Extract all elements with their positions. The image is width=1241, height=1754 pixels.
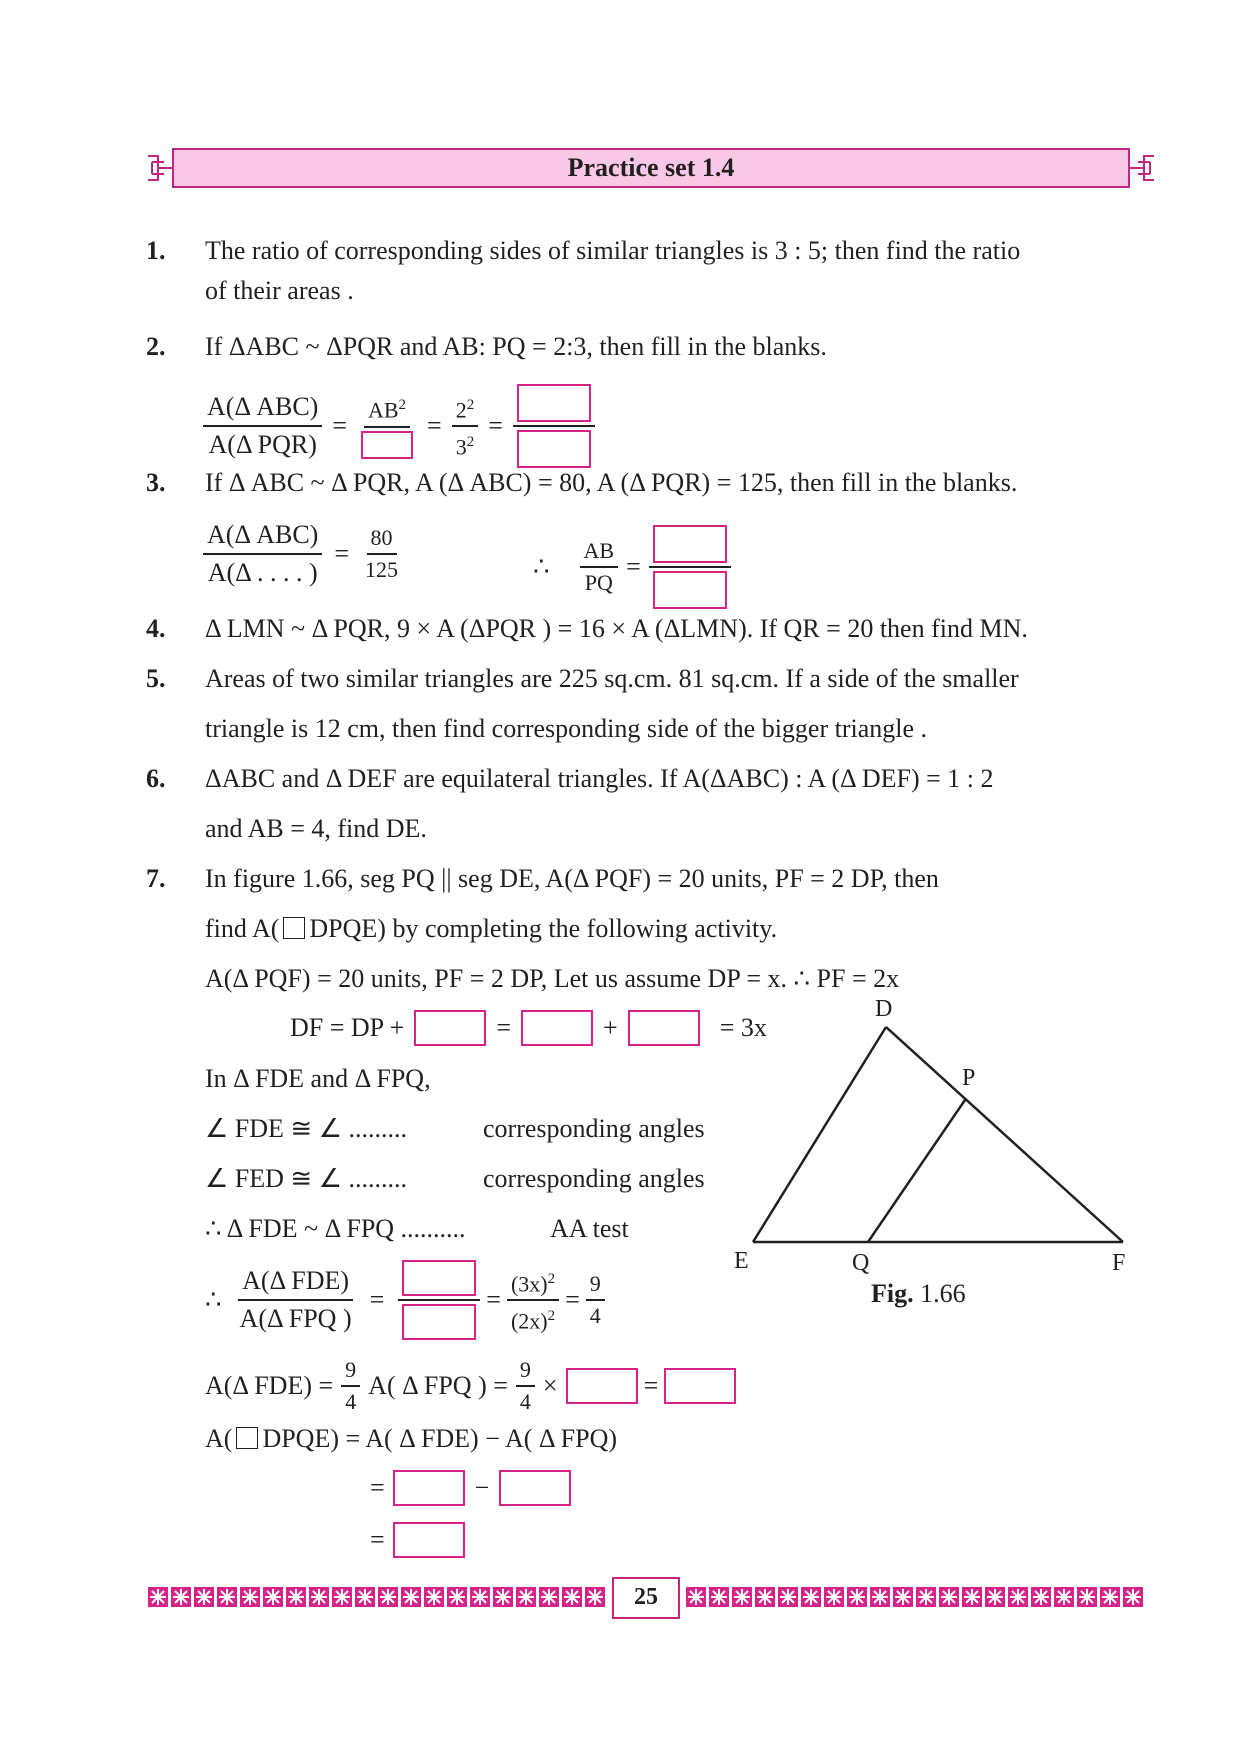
q2-text: If ΔABC ~ ΔPQR and AB: PQ = 2:3, then fill in the blanks. — [205, 332, 827, 361]
practice-set-title: Practice set 1.4 — [172, 148, 1130, 188]
seg-pq — [868, 1100, 965, 1242]
q2-number: 2. — [146, 332, 166, 361]
q3-area-abc: A(Δ ABC) — [203, 520, 322, 555]
q3-therefore: ∴ — [533, 552, 550, 581]
q2-ratio-equation — [203, 384, 595, 468]
figure-caption: Fig. 1.66 — [871, 1279, 966, 1308]
ornament-tile — [493, 1587, 513, 1607]
quadrilateral-symbol — [283, 917, 305, 939]
q3-equals-2: = — [626, 552, 641, 581]
quadrilateral-symbol-2 — [236, 1427, 258, 1449]
q7-area-equals: = — [643, 1371, 659, 1400]
label-d: D — [875, 996, 893, 1022]
ornament-tile — [148, 1587, 168, 1607]
q7-angle-fed: ∠ FED ≅ ∠ ......... — [205, 1164, 408, 1193]
q7-coef-1-num: 9 — [341, 1358, 360, 1387]
q2-two-squared: $2^2$ — [452, 393, 479, 427]
q7-df-blank-3[interactable] — [628, 1010, 700, 1046]
q7-sub-blank-2[interactable] — [499, 1470, 571, 1506]
q7-nine: 9 — [586, 1272, 605, 1301]
q7-two-x-squared: $(2x)^2$ — [510, 1308, 556, 1334]
label-q: Q — [852, 1250, 870, 1276]
ornament-tile — [686, 1587, 706, 1607]
footer-ornament-left — [146, 1582, 608, 1612]
q3-area-blank: A(Δ . . . . ) — [207, 558, 318, 587]
q2-equals-3: = — [488, 411, 503, 440]
ornament-tile — [870, 1587, 890, 1607]
q3-answer-den-wrap — [649, 568, 731, 609]
ornament-tile — [470, 1587, 490, 1607]
q7-ratio-den-wrap — [398, 1301, 480, 1340]
q7-text-line1: In figure 1.66, seg PQ || seg DE, A(Δ PQF) = 20 units, PF = 2 DP, then — [205, 864, 939, 893]
q3-answer-denominator-blank[interactable] — [653, 571, 727, 609]
footer-ornament-right — [684, 1582, 1146, 1612]
q7-triangles-line: In Δ FDE and Δ FPQ, — [205, 1064, 431, 1093]
q3-equals-1: = — [334, 539, 350, 568]
q1-text-line1: The ratio of corresponding sides of similar triangles is 3 : 5; then find the ratio — [205, 236, 1021, 265]
q7-area-fde-blank[interactable] — [664, 1368, 736, 1404]
q3-fraction-areas — [203, 520, 322, 588]
q4-number: 4. — [146, 614, 166, 643]
q7-sub-equals: = — [370, 1473, 385, 1502]
ornament-tile — [332, 1587, 352, 1607]
q7-number: 7. — [146, 864, 166, 893]
q7-area-fde-equation — [205, 1358, 736, 1414]
ornament-tile — [424, 1587, 444, 1607]
q1-number: 1. — [146, 236, 166, 265]
ornament-tile — [286, 1587, 306, 1607]
q7-coef-1-den: 4 — [345, 1389, 357, 1414]
ornament-tile — [709, 1587, 729, 1607]
q2-answer-denominator-blank[interactable] — [517, 430, 591, 468]
ornament-tile — [755, 1587, 775, 1607]
ornament-tile — [1077, 1587, 1097, 1607]
ornament-tile — [1123, 1587, 1143, 1607]
q7-ratio-num-wrap — [398, 1260, 480, 1301]
q3-value-80: 80 — [367, 526, 397, 555]
q1-text-line2: of their areas . — [205, 276, 354, 305]
q3-sides-equation — [533, 525, 731, 609]
q7-assumption: A(Δ PQF) = 20 units, PF = 2 DP, Let us assume DP = x. ∴ PF = 2x — [205, 964, 900, 993]
q7-quad-area-line: A( DPQE) = A( Δ FDE) − A( Δ FPQ) — [205, 1424, 618, 1453]
q2-answer-numerator-blank[interactable] — [517, 384, 591, 422]
ornament-tile — [939, 1587, 959, 1607]
q5-number: 5. — [146, 664, 166, 693]
q3-number: 3. — [146, 468, 166, 497]
label-f: F — [1112, 1250, 1126, 1276]
ornament-tile — [1031, 1587, 1051, 1607]
q7-area-fde: A(Δ FDE) — [238, 1266, 353, 1301]
ornament-tile — [355, 1587, 375, 1607]
q7-final-step — [370, 1522, 465, 1558]
q7-area-fde-label: A(Δ FDE) = — [205, 1371, 334, 1400]
q2-equals-1: = — [332, 411, 348, 440]
ornament-tile — [1008, 1587, 1028, 1607]
side-de — [753, 1027, 886, 1242]
q3-ratio-equation — [203, 520, 402, 588]
ornament-tile — [962, 1587, 982, 1607]
q6-text-line2: and AB = 4, find DE. — [205, 814, 427, 843]
q7-therefore: ∴ — [205, 1285, 222, 1314]
title-ornament-right — [1126, 150, 1156, 186]
q7-ratio-equals-3: = — [565, 1285, 580, 1314]
ornament-tile — [378, 1587, 398, 1607]
ornament-tile — [539, 1587, 559, 1607]
q7-area-fpq: A(Δ FPQ ) — [239, 1304, 352, 1333]
q7-subtraction-step — [370, 1470, 571, 1506]
q7-angle-fde-reason: corresponding angles — [483, 1114, 705, 1143]
q7-df-equation — [290, 1010, 767, 1046]
ornament-tile — [447, 1587, 467, 1607]
q7-df-label: DF = DP + — [290, 1013, 405, 1042]
q7-ratio-denominator-blank[interactable] — [402, 1304, 476, 1340]
q6-text-line1: ΔABC and Δ DEF are equilateral triangles. If A(ΔABC) : A (Δ DEF) = 1 : 2 — [205, 764, 994, 793]
q2-answer-fraction — [513, 384, 595, 468]
q7-df-blank-2[interactable] — [521, 1010, 593, 1046]
q7-angle-fed-reason: corresponding angles — [483, 1164, 705, 1193]
q7-coef-2 — [516, 1358, 535, 1414]
q7-fraction-nine-fourths — [586, 1272, 605, 1328]
q2-fraction-numbers — [452, 393, 479, 460]
q2-answer-num-wrap — [513, 384, 595, 427]
q2-fraction-sides — [357, 393, 417, 458]
q7-similarity: ∴ Δ FDE ~ Δ FPQ .......... — [205, 1214, 466, 1243]
q7-fraction-squares — [507, 1267, 559, 1334]
figure-triangle-dpqef — [730, 990, 1150, 1290]
q7-ratio-equation — [205, 1260, 605, 1340]
q7-coef-2-den: 4 — [519, 1389, 531, 1414]
q2-answer-den-wrap — [513, 427, 595, 468]
ornament-tile — [824, 1587, 844, 1607]
q7-similarity-test: AA test — [550, 1214, 629, 1243]
q7-df-equals: = — [496, 1013, 512, 1042]
q7-three-x-squared: $(3x)^2$ — [507, 1267, 559, 1301]
q3-answer-num-wrap — [649, 525, 731, 568]
q7-coef-1 — [341, 1358, 360, 1414]
ornament-tile — [240, 1587, 260, 1607]
q7-df-result: = 3x — [719, 1013, 767, 1042]
q3-ab: AB — [580, 539, 619, 568]
q5-text-line1: Areas of two similar triangles are 225 sq.cm. 81 sq.cm. If a side of the smaller — [205, 664, 1019, 693]
q7-final-blank[interactable] — [393, 1522, 465, 1558]
ornament-tile — [847, 1587, 867, 1607]
ornament-tile — [516, 1587, 536, 1607]
q7-df-plus: + — [603, 1013, 618, 1042]
page-number: 25 — [612, 1577, 680, 1619]
ornament-tile — [194, 1587, 214, 1607]
side-df — [886, 1027, 1123, 1242]
label-e: E — [734, 1248, 749, 1274]
q3-fraction-values — [361, 526, 402, 582]
ornament-tile — [732, 1587, 752, 1607]
q2-area-pqr: A(Δ PQR) — [208, 430, 317, 459]
ornament-tile — [985, 1587, 1005, 1607]
q7-ratio-equals-1: = — [369, 1285, 385, 1314]
ornament-tile — [309, 1587, 329, 1607]
ornament-tile — [171, 1587, 191, 1607]
q7-coef-2-num: 9 — [516, 1358, 535, 1387]
q2-ab-squared: $AB^2$ — [364, 393, 410, 427]
q5-text-line2: triangle is 12 cm, then find corresponding side of the bigger triangle . — [205, 714, 928, 743]
q3-answer-numerator-blank[interactable] — [653, 525, 727, 563]
q2-three-squared: $3^2$ — [455, 434, 475, 460]
q7-times: × — [542, 1371, 558, 1400]
q7-df-blank-1[interactable] — [414, 1010, 486, 1046]
q7-angle-fde: ∠ FDE ≅ ∠ ......... — [205, 1114, 408, 1143]
q7-blank-fraction — [398, 1260, 480, 1340]
q7-fraction-areas — [236, 1266, 356, 1334]
q7-sub-blank-1[interactable] — [393, 1470, 465, 1506]
label-p: P — [962, 1065, 976, 1091]
q2-equals-2: = — [427, 411, 442, 440]
q7-four: 4 — [589, 1303, 601, 1328]
q3-value-125: 125 — [365, 557, 399, 582]
ornament-tile — [801, 1587, 821, 1607]
q2-area-abc: A(Δ ABC) — [203, 392, 322, 427]
q7-final-equals: = — [370, 1525, 385, 1554]
q7-ratio-equals-2: = — [486, 1285, 501, 1314]
ornament-tile — [893, 1587, 913, 1607]
ornament-tile — [217, 1587, 237, 1607]
ornament-tile — [916, 1587, 936, 1607]
ornament-tile — [401, 1587, 421, 1607]
ornament-tile — [1100, 1587, 1120, 1607]
q7-ratio-numerator-blank[interactable] — [402, 1260, 476, 1296]
q2-denominator-blank-wrap — [357, 428, 417, 459]
q6-number: 6. — [146, 764, 166, 793]
q3-fraction-sides — [580, 539, 619, 595]
q3-text: If Δ ABC ~ Δ PQR, A (Δ ABC) = 80, A (Δ PQR) = 125, then fill in the blanks. — [205, 468, 1018, 497]
q4-text: Δ LMN ~ Δ PQR, 9 × A (ΔPQR ) = 16 × A (ΔLMN). If QR = 20 then find MN. — [205, 614, 1028, 643]
q2-fraction-areas — [203, 392, 322, 460]
q7-area-fpq-label: A( Δ FPQ ) = — [368, 1371, 508, 1400]
ornament-tile — [562, 1587, 582, 1607]
ornament-tile — [263, 1587, 283, 1607]
q2-denominator-blank[interactable] — [361, 431, 413, 459]
q7-sub-minus: − — [474, 1473, 490, 1502]
q7-area-fpq-blank[interactable] — [566, 1368, 638, 1404]
ornament-tile — [585, 1587, 605, 1607]
q7-text-line2: find A( DPQE) by completing the following activity. — [205, 914, 778, 943]
q3-pq: PQ — [584, 570, 613, 595]
ornament-tile — [778, 1587, 798, 1607]
q3-answer-fraction — [649, 525, 731, 609]
ornament-tile — [1054, 1587, 1074, 1607]
